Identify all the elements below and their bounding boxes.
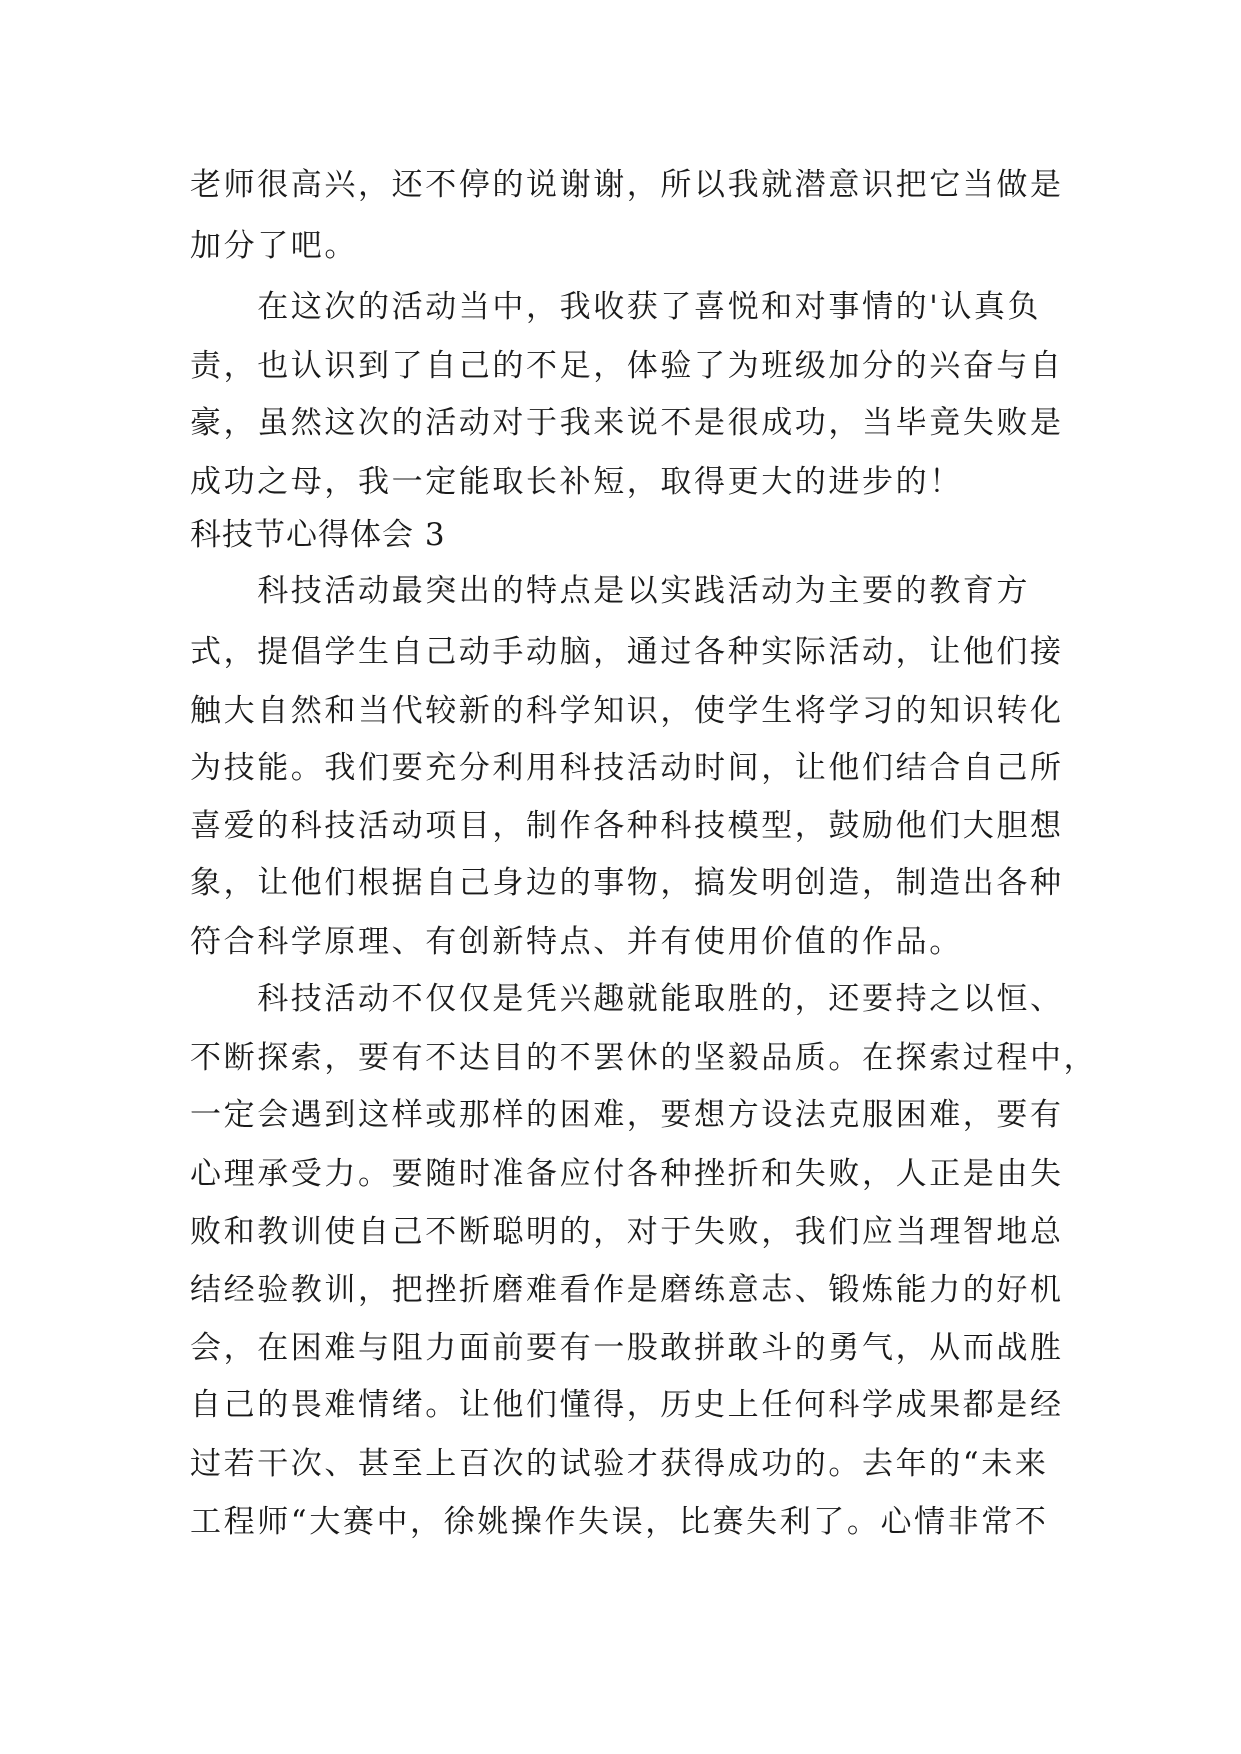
text-line: 不断探索，要有不达目的不罢休的坚毅品质。在探索过程中，: [190, 1040, 1098, 1076]
text-line: 喜爱的科技活动项目，制作各种科技模型，鼓励他们大胆想: [190, 808, 1064, 844]
text-line: 在这次的活动当中，我收获了喜悦和对事情的'认真负: [190, 289, 1042, 325]
text-line: 豪，虽然这次的活动对于我来说不是很成功，当毕竟失败是: [190, 405, 1064, 441]
text-line: 结经验教训，把挫折磨难看作是磨练意志、锻炼能力的好机: [190, 1272, 1064, 1308]
text-line: 心理承受力。要随时准备应付各种挫折和失败，人正是由失: [190, 1156, 1064, 1192]
text-line: 自己的畏难情绪。让他们懂得，历史上任何科学成果都是经: [190, 1387, 1064, 1423]
text-line: 象，让他们根据自己身边的事物，搞发明创造，制造出各种: [190, 865, 1064, 901]
text-line: 会，在困难与阻力面前要有一股敢拼敢斗的勇气，从而战胜: [190, 1330, 1064, 1366]
text-line: 科技活动不仅仅是凭兴趣就能取胜的，还要持之以恒、: [190, 981, 1064, 1017]
text-line: 成功之母，我一定能取长补短，取得更大的进步的！: [190, 464, 963, 500]
text-line: 加分了吧。: [190, 228, 358, 264]
section-heading: 科技节心得体会 3: [190, 517, 446, 553]
text-line: 一定会遇到这样或那样的困难，要想方设法克服困难，要有: [190, 1097, 1064, 1133]
text-line: 过若干次、甚至上百次的试验才获得成功的。去年的“未来: [190, 1446, 1049, 1482]
text-line: 败和教训使自己不断聪明的，对于失败，我们应当理智地总: [190, 1214, 1064, 1250]
text-line: 为技能。我们要充分利用科技活动时间，让他们结合自己所: [190, 750, 1064, 786]
text-line: 科技活动最突出的特点是以实践活动为主要的教育方: [190, 573, 1030, 609]
text-line: 符合科学原理、有创新特点、并有使用价值的作品。: [190, 924, 963, 960]
text-line: 工程师“大赛中，徐姚操作失误，比赛失利了。心情非常不: [190, 1504, 1049, 1540]
text-line: 式，提倡学生自己动手动脑，通过各种实际活动，让他们接: [190, 634, 1064, 670]
text-line: 责，也认识到了自己的不足，体验了为班级加分的兴奋与自: [190, 348, 1064, 384]
text-line: 触大自然和当代较新的科学知识，使学生将学习的知识转化: [190, 693, 1064, 729]
text-line: 老师很高兴，还不停的说谢谢，所以我就潜意识把它当做是: [190, 167, 1064, 203]
